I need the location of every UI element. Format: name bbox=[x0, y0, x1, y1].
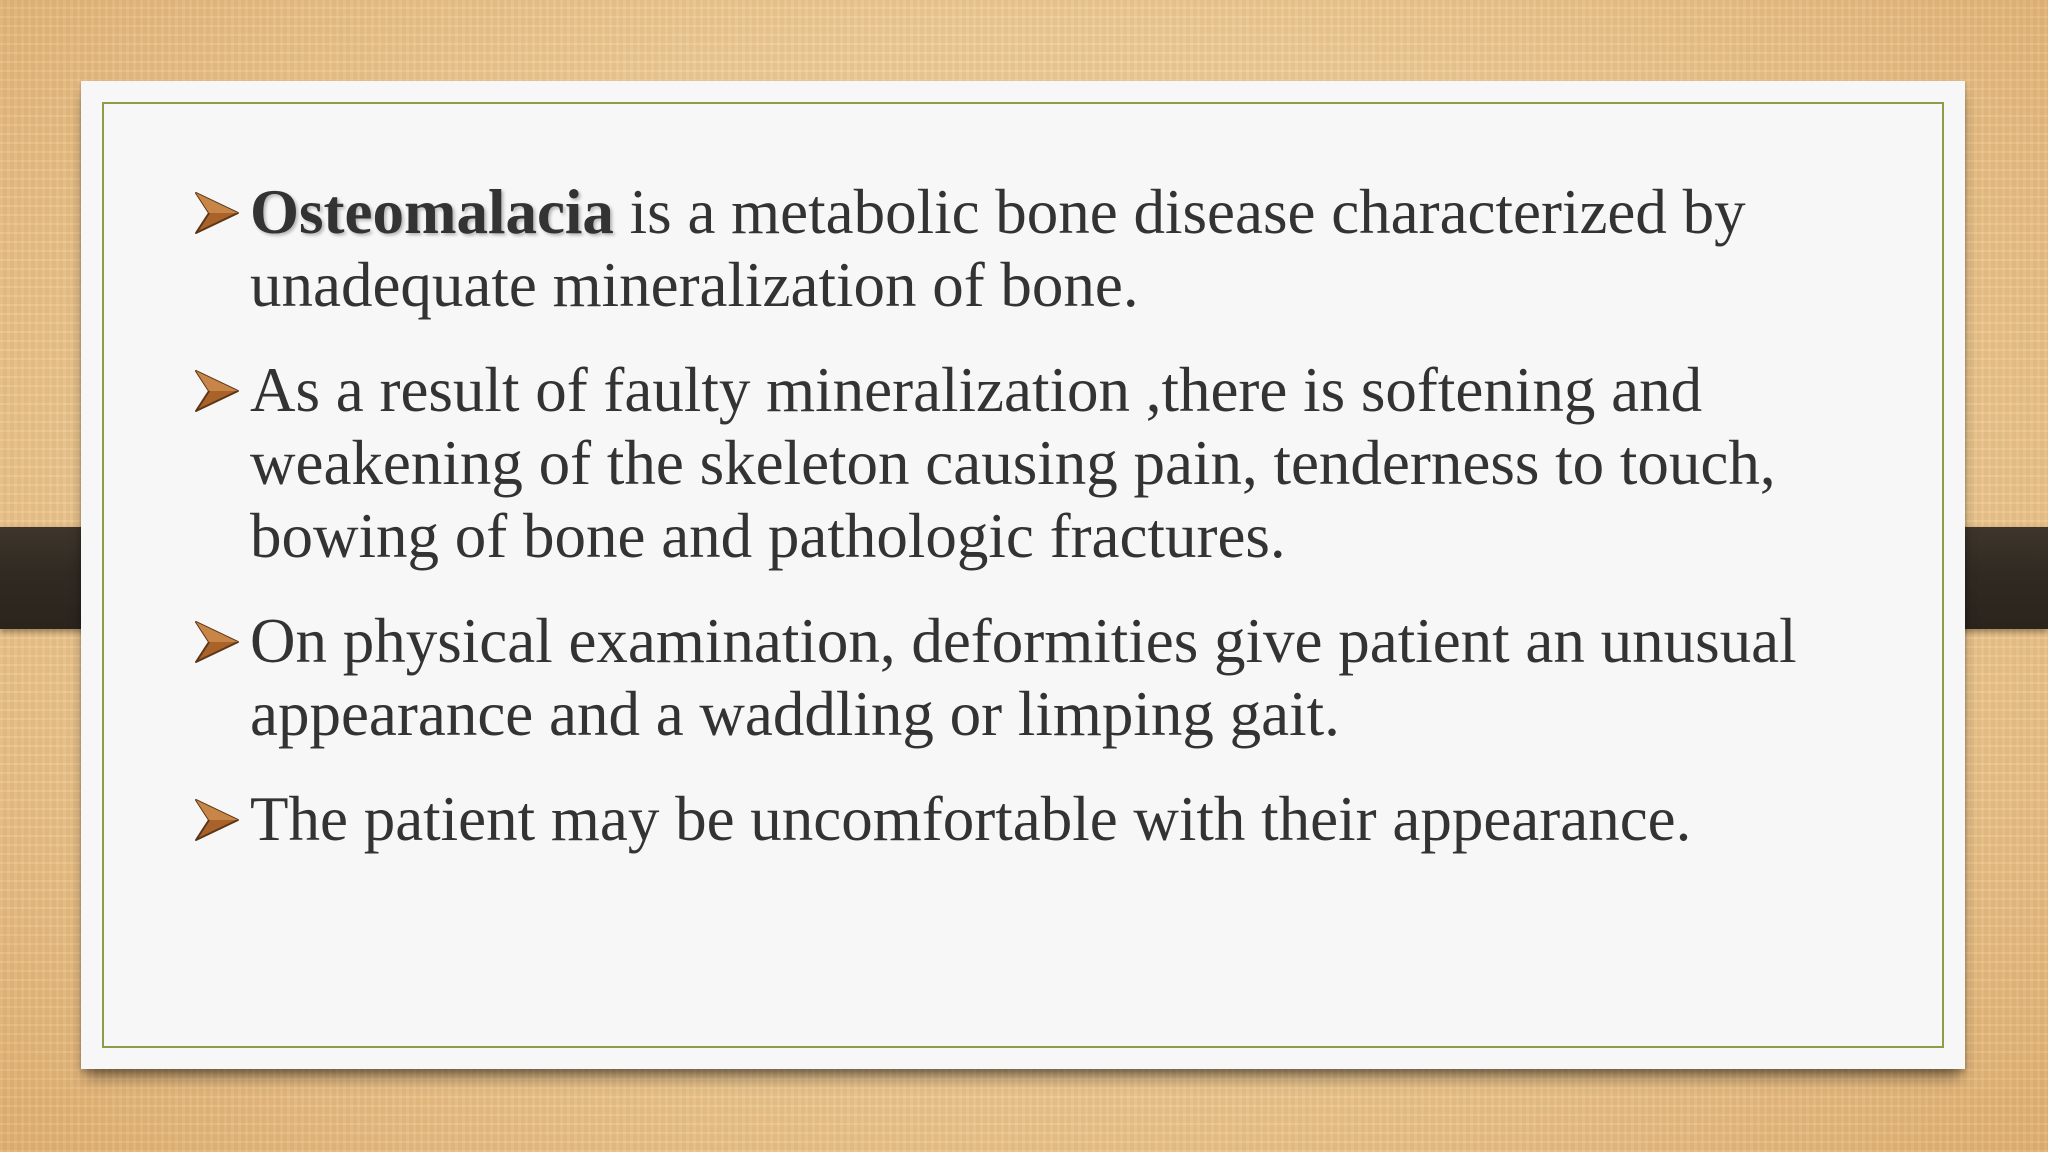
arrow-bullet-icon bbox=[193, 190, 241, 236]
bullet-list bbox=[193, 176, 1853, 888]
arrow-bullet-icon bbox=[193, 797, 241, 843]
bullet-item bbox=[193, 605, 1853, 751]
bullet-text: On physical examination, deformities give patient an unusual appearance and a waddling or limping gait. bbox=[250, 606, 1797, 749]
bullet-item bbox=[193, 354, 1853, 573]
bullet-text: The patient may be uncomfortable with their appearance. bbox=[250, 784, 1692, 854]
arrow-bullet-icon bbox=[193, 619, 241, 665]
slide-card bbox=[81, 81, 1965, 1069]
bullet-item bbox=[193, 176, 1853, 322]
bullet-text: As a result of faulty mineralization ,there is softening and weakening of the skeleton causing pain, tenderness to touch, bowing of bone and pathologic fractures. bbox=[250, 355, 1776, 571]
bullet-term: Osteomalacia bbox=[250, 177, 614, 247]
bullet-item bbox=[193, 783, 1853, 856]
bullet-text: is a metabolic bone disease characterized by unadequate mineralization of bone. bbox=[250, 177, 1746, 320]
arrow-bullet-icon bbox=[193, 368, 241, 414]
